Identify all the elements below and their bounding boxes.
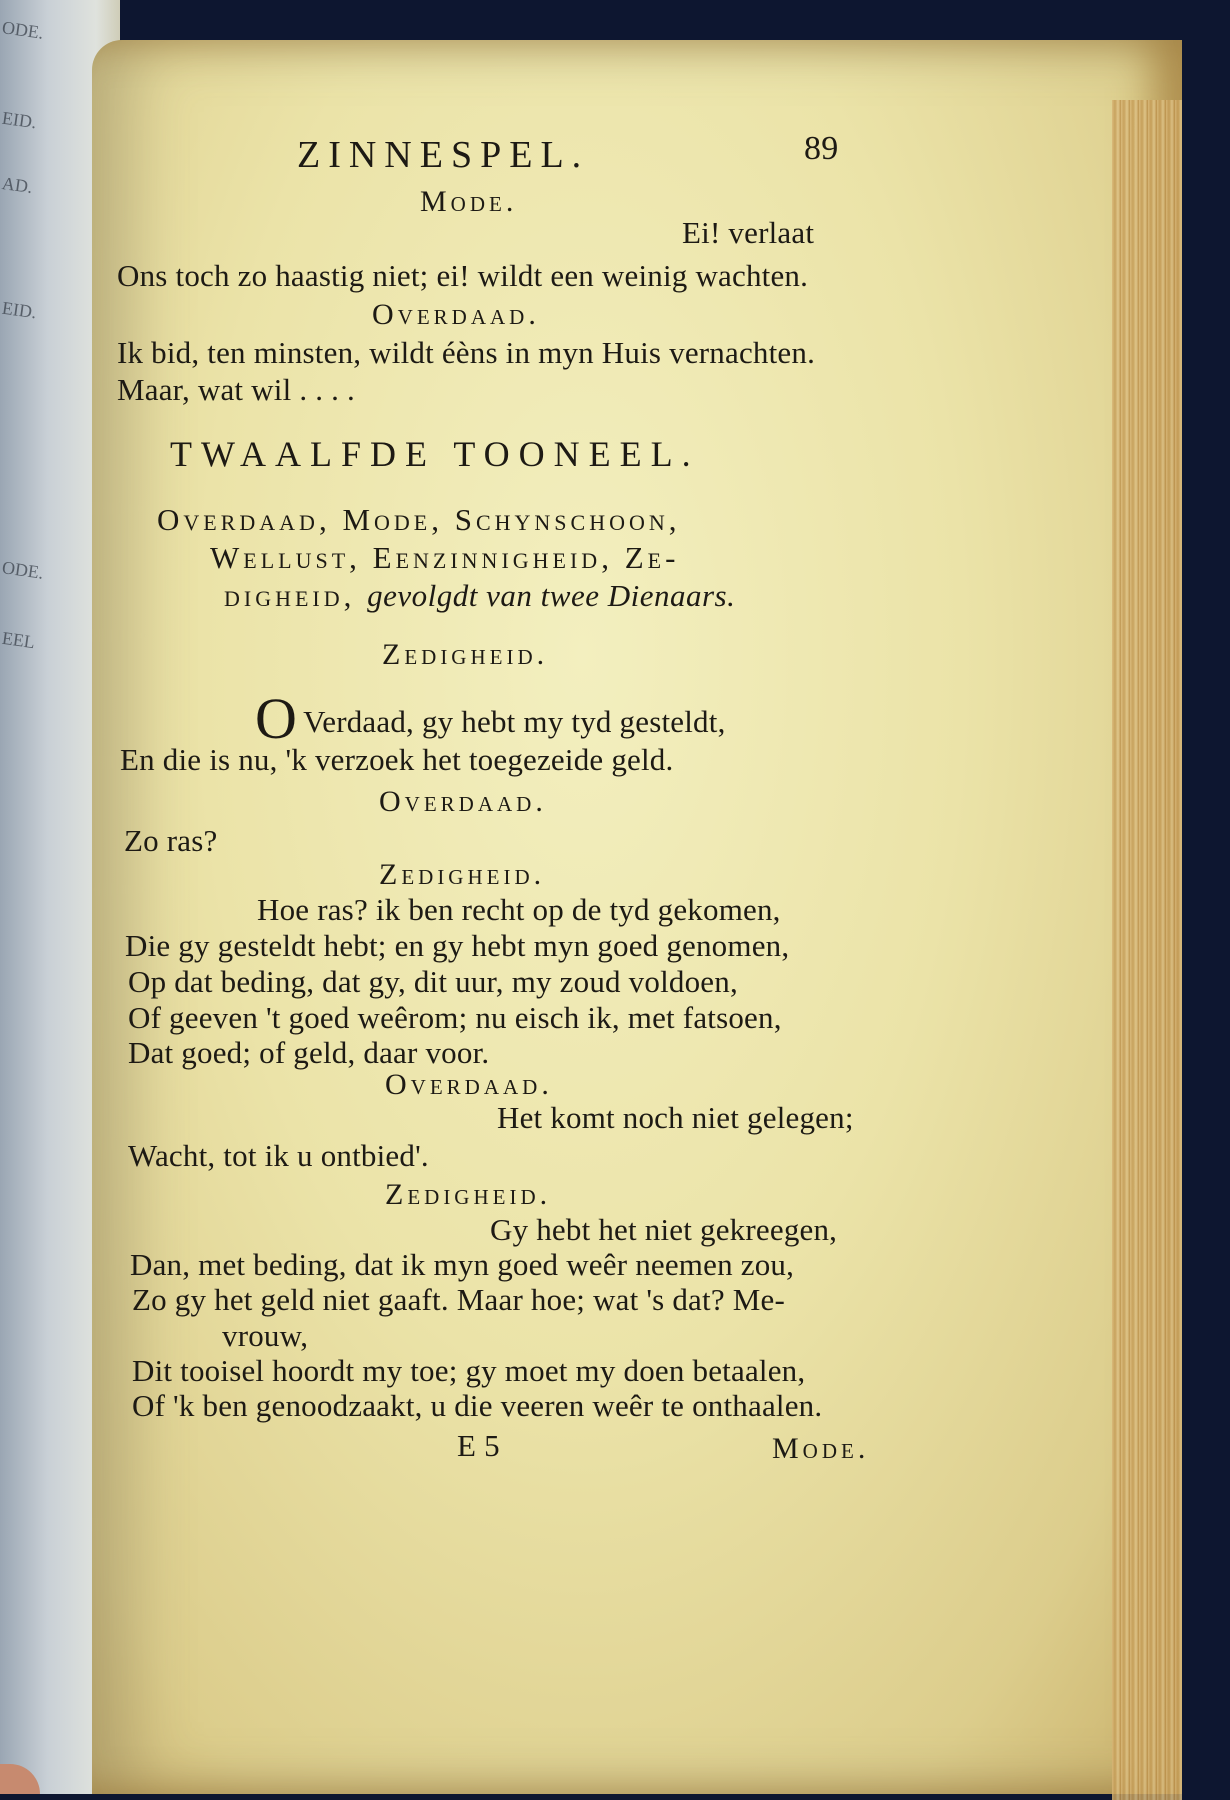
facing-page-fragment: EID. (0, 107, 38, 133)
signature-mark: E 5 (457, 1428, 500, 1463)
speaker-name: Zedigheid. (382, 638, 549, 671)
cast-name: digheid, (224, 578, 356, 613)
verse-text: Verdaad, gy hebt my tyd gesteldt, (303, 704, 726, 739)
verse-line: Wacht, tot ik u ontbied'. (128, 1138, 429, 1173)
facing-page-fragment: ODE. (0, 557, 45, 583)
verse-line: Zo ras? (124, 823, 218, 858)
verse-line: Of geeven 't goed weêrom; nu eisch ik, met fatsoen, (128, 1000, 782, 1035)
verse-line (255, 686, 726, 751)
verse-line: En die is nu, 'k verzoek het toegezeide geld. (120, 742, 674, 777)
speaker-name: Zedigheid. (385, 1178, 552, 1211)
stage-direction: gevolgdt van twee Dienaars. (367, 578, 736, 613)
facing-page-fragment: EEL (0, 627, 37, 653)
speaker-name: Overdaad. (372, 298, 540, 331)
verse-line: Ei! verlaat (682, 215, 815, 250)
verse-line: Ik bid, ten minsten, wildt éèns in myn Huis vernachten. (117, 335, 816, 370)
scene-title: TWAALFDE TOONEEL. (170, 434, 700, 474)
cast-list: Overdaad, Mode, Schynschoon, (157, 502, 681, 537)
verse-line: Hoe ras? ik ben recht op de tyd gekomen, (257, 892, 781, 927)
verse-line: Maar, wat wil . . . . (117, 372, 355, 407)
page-text (92, 40, 1182, 1794)
speaker-name: Overdaad. (385, 1068, 553, 1101)
verse-line: Op dat beding, dat gy, dit uur, my zoud voldoen, (128, 964, 738, 999)
verse-line: Dat goed; of geld, daar voor. (128, 1035, 490, 1070)
cast-list: Wellust, Eenzinnigheid, Ze- (210, 540, 680, 575)
book-page (92, 40, 1182, 1794)
verse-line: Dan, met beding, dat ik myn goed weêr neemen zou, (130, 1247, 795, 1282)
speaker-name: Mode. (420, 185, 518, 218)
facing-page-fragment: EID. (0, 297, 38, 323)
verse-line: Die gy gesteldt hebt; en gy hebt myn goed genomen, (125, 928, 790, 963)
cast-list (224, 578, 735, 614)
verse-line: Dit tooisel hoordt my toe; gy moet my doen betaalen, (132, 1353, 806, 1388)
speaker-name: Overdaad. (379, 785, 547, 818)
verse-line: Gy hebt het niet gekreegen, (490, 1212, 838, 1247)
speaker-name: Zedigheid. (379, 858, 546, 891)
running-title: ZINNESPEL. (297, 134, 590, 176)
verse-line: Ons toch zo haastig niet; ei! wildt een weinig wachten. (117, 258, 809, 293)
verse-line: vrouw, (222, 1318, 309, 1353)
page-number: 89 (804, 130, 839, 167)
drop-cap: O (255, 686, 298, 751)
verse-line: Zo gy het geld niet gaaft. Maar hoe; wat 's dat? Me- (132, 1282, 785, 1317)
verse-line: Het komt noch niet gelegen; (497, 1100, 854, 1135)
facing-page-fragment: AD. (0, 172, 34, 198)
verse-line: Of 'k ben genoodzaakt, u die veeren weêr te onthaalen. (132, 1388, 823, 1423)
catchword: Mode. (772, 1432, 870, 1465)
facing-page-fragment: ODE. (0, 17, 45, 43)
